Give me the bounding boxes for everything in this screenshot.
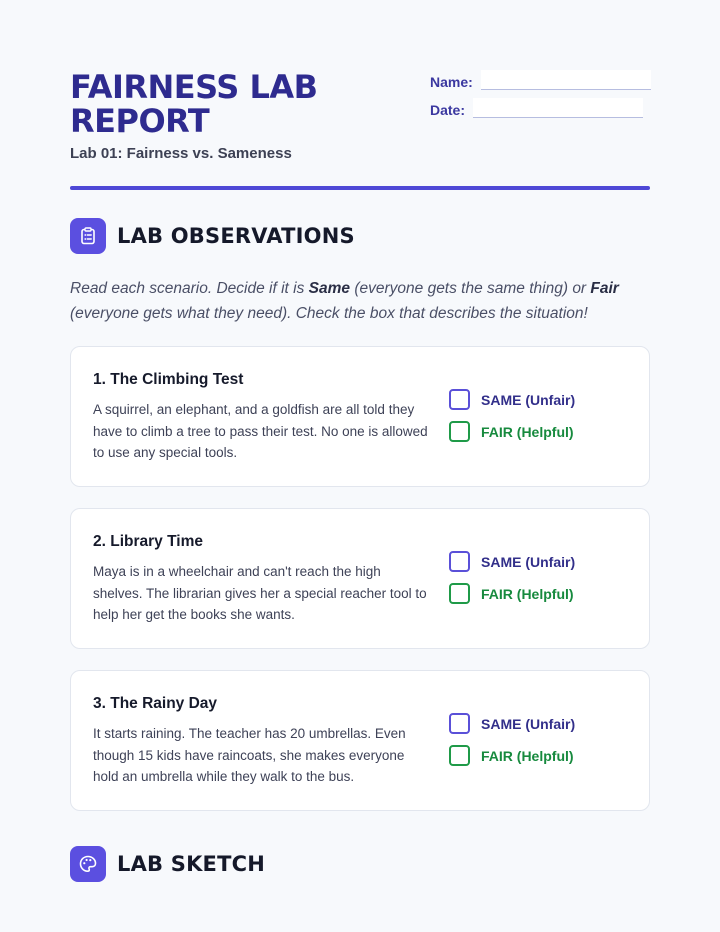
fair-option[interactable] [449,745,574,766]
date-input-line[interactable] [473,98,643,118]
same-option[interactable] [449,389,575,410]
fair-label: FAIR (Helpful) [481,585,574,602]
sketch-heading [70,846,265,882]
same-option[interactable] [449,551,575,572]
name-label: Name: [430,74,473,90]
intro-text-3: (everyone gets what they need). Check the box that describes the situation! [70,305,588,322]
observations-heading [70,218,355,254]
date-field [430,98,643,118]
intro-fair-word: Fair [590,280,619,297]
scenario-title: 3. The Rainy Day [93,695,218,712]
scenario-card-3 [70,670,650,811]
fair-option[interactable] [449,583,574,604]
name-input-line[interactable] [481,70,651,90]
observations-title: LAB OBSERVATIONS [117,224,355,248]
fair-label: FAIR (Helpful) [481,423,574,440]
same-label: SAME (Unfair) [481,391,576,408]
header-divider [70,186,650,190]
scenario-text: Maya is in a wheelchair and can't reach the high shelves. The librarian gives her a special reacher tool to help her get the books she wants. [93,564,427,622]
same-checkbox[interactable] [449,713,470,734]
fair-option[interactable] [449,421,574,442]
date-label: Date: [430,102,466,118]
report-title: FAIRNESS LAB REPORT [70,68,318,140]
fair-label: FAIR (Helpful) [481,747,574,764]
same-label: SAME (Unfair) [481,715,576,732]
same-option[interactable] [449,713,575,734]
scenario-title: 2. Library Time [93,533,203,550]
scenario-card-1 [70,346,650,487]
same-checkbox[interactable] [449,551,470,572]
intro-text-1: Read each scenario. Decide if it is [70,280,309,297]
scenario-text: It starts raining. The teacher has 20 umbrellas. Even though 15 kids have raincoats, she makes everyone hold an umbrella while they walk to the bus. [93,726,406,784]
scenario-card-2 [70,508,650,649]
palette-icon [70,846,106,882]
scenario-text: A squirrel, an elephant, and a goldfish are all told they have to climb a tree to pass their test. No one is allowed to use any special tools. [93,402,428,460]
lab-report-page [70,0,650,932]
fair-checkbox[interactable] [449,583,470,604]
scenario-title: 1. The Climbing Test [93,371,244,388]
clipboard-icon [70,218,106,254]
observations-intro [70,276,650,326]
fair-checkbox[interactable] [449,745,470,766]
sketch-title: LAB SKETCH [117,852,266,876]
same-checkbox[interactable] [449,389,470,410]
intro-same-word: Same [308,280,351,297]
fair-checkbox[interactable] [449,421,470,442]
name-field [430,70,651,90]
intro-text-2: (everyone gets the same thing) or [350,280,591,297]
same-label: SAME (Unfair) [481,553,576,570]
lab-subtitle: Lab 01: Fairness vs. Sameness [70,145,292,162]
